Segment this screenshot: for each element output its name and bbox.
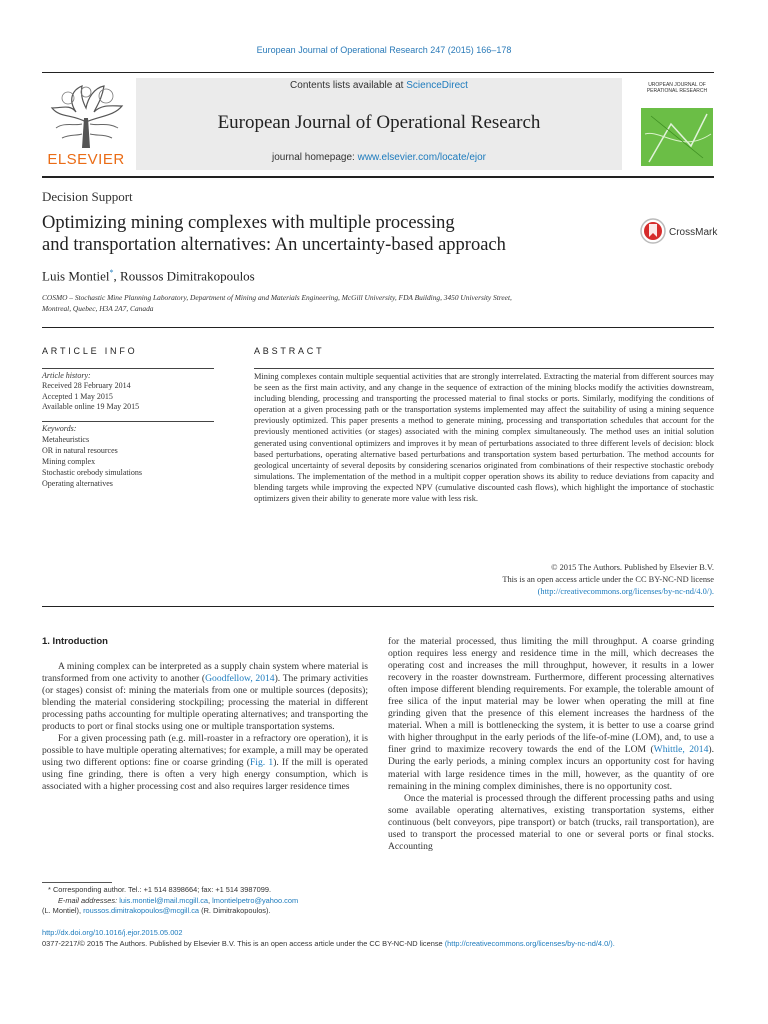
email-label: E-mail addresses:	[58, 895, 118, 905]
email-link[interactable]: roussos.dimitrakopoulos@mcgill.ca	[83, 906, 200, 916]
article-info-heading: ARTICLE INFO	[42, 346, 138, 356]
issn-line	[42, 939, 722, 950]
paper-title-line: Optimizing mining complexes with multiple processing	[42, 213, 455, 233]
doi-block	[42, 928, 722, 949]
affiliation-line: Montreal, Quebec, H3A 2A7, Canada	[42, 304, 154, 313]
elsevier-wordmark: ELSEVIER	[47, 151, 125, 168]
contents-prefix: Contents lists available at	[290, 80, 404, 91]
body-column-right	[388, 636, 714, 853]
keywords-list	[42, 434, 142, 489]
paragraph	[42, 661, 368, 733]
author-attribution: (R. Dimitrakopoulos).	[201, 906, 271, 916]
elsevier-tree-icon	[42, 78, 130, 150]
keyword-item: Mining complex	[42, 457, 96, 466]
crossmark-button[interactable]	[640, 218, 720, 248]
author-separator: ,	[113, 268, 121, 284]
email-line: E-mail addresses: luis.montiel@mail.mcgill.ca, lmontielpetro@yahoo.com	[58, 895, 299, 905]
abstract-rule	[254, 368, 714, 369]
history-list	[42, 381, 139, 413]
keyword-item: Metaheuristics	[42, 435, 90, 444]
history-label: Article history:	[42, 371, 91, 380]
email-link[interactable]: luis.montiel@mail.mcgill.ca	[119, 895, 209, 905]
history-item: Accepted 1 May 2015	[42, 391, 113, 401]
footnote-marker: *	[48, 885, 51, 894]
paragraph	[42, 733, 368, 793]
corresponding-text: Corresponding author. Tel.: +1 514 8398664; fax: +1 514 3987099.	[52, 885, 272, 894]
homepage-prefix: journal homepage:	[271, 152, 355, 163]
keyword-item: Operating alternatives	[42, 479, 113, 488]
copyright-block	[254, 562, 714, 598]
paragraph-text: for the material processed, thus limiting the mill throughput. A coarse grinding option requires less energy and residence time in the mill, which decreases the operating cost and increases the mill throughput, however, it results in a lower recovery in the roaster downstream. Furthermore, different processing alternatives often impose different blending requirements. For example, the tolerable amount of free silica of the input material may be lower when operating the mill at fine grinding given that the presence of this element increases the hardness of the material. When a mill is bottlenecking the system, it is better to use a coarse grind with higher throughput in the early periods of the life-of-mine (LOM), and, to use a finer grind to maximize recovery towards the end of the LOM (	[388, 636, 714, 756]
crossmark-label: CrossMark	[669, 227, 718, 238]
paragraph-text: For a given processing path (e.g. mill-roaster in a refractory ore operation), it is possible to have multiple operating alternatives; for example, a mill may be operated using two different options: fine or coarse grinding (	[42, 733, 368, 769]
paragraph	[388, 636, 714, 793]
email-link[interactable]: lmontielpetro@yahoo.com	[212, 895, 299, 905]
license-link[interactable]: (http://creativecommons.org/licenses/by-nc-nd/4.0/).	[444, 938, 615, 948]
journal-citation[interactable]: European Journal of Operational Research 247 (2015) 166–178	[256, 45, 512, 55]
paper-title-line: and transportation alternatives: An uncertainty-based approach	[42, 235, 506, 255]
keyword-item: OR in natural resources	[42, 446, 118, 455]
copyright-line: This is an open access article under the CC BY-NC-ND license	[502, 575, 714, 584]
reference-link[interactable]: Goodfellow, 2014	[205, 673, 275, 685]
introduction-heading: 1. Introduction	[42, 636, 108, 647]
paragraph-text: ). The primary activities (or stages) consist of: mining the materials from one or multiple sources (deposits); blending the material considering stockpiling; processing the material in different processing paths accounting for multiple operating alternatives; and transporting the products to port or final stocks using one or multiple transportation systems.	[42, 673, 368, 733]
abstract-bottom-rule	[42, 606, 714, 607]
sciencedirect-link[interactable]: ScienceDirect	[406, 80, 468, 91]
abstract-text: Mining complexes contain multiple sequential activities that are strongly interrelated. Extracting the material from different sources may be seen as the first main activity, and any change in the sequence of extraction of the mining blocks modify the activities downstream, including blending, processing and transporting the processed material to final stocks or ports. Similarly, modifying the conditions of operation at a given processing path or the transportation systems implemented may affect the suitability of using a mining sequence previously optimized. This paper presents a method to generate mining, processing and transportation schedules that account for the previously mentioned activities (or stages) associated with the mining complex simultaneously. The method uses an initial solution generated using conventional optimizers and improves it by mean of perturbations associated to three different levels of decision: block based perturbations, operating alternative based perturbations and transportation system based perturbation. The method accounts for geological uncertainty of several deposits by considering scenarios originated from combinations of their respective stochastic orebody simulations. The implementation of the method in a multipit copper operation shows its ability to reduce deviations from capacity and blending targets while improving the expected NPV (cumulative discounted cash flows), which highlight the importance of stochastic optimizers given their ability to generate more value with less risk.	[254, 372, 714, 504]
homepage-link[interactable]: www.elsevier.com/locate/ejor	[357, 152, 486, 163]
journal-title: European Journal of Operational Research	[217, 112, 541, 133]
author-list	[42, 268, 255, 284]
corresponding-marker[interactable]: *	[109, 268, 114, 277]
corresponding-note	[42, 885, 382, 896]
crossmark-icon	[640, 218, 666, 244]
cover-title: UROPEAN JOURNAL OF PERATIONAL RESEARCH	[646, 82, 708, 94]
issn-text: 0377-2217/© 2015 The Authors. Published by Elsevier B.V. This is an open access article under the CC BY-NC-ND license	[42, 938, 443, 948]
journal-cover-image[interactable]	[641, 74, 713, 166]
keywords-label: Keywords:	[42, 424, 77, 433]
email-line	[42, 906, 382, 917]
paragraph-text: ). During the early periods, a mining complex incurs an opportunity cost for having material with large residence times in the mill, however, as the quantity of ore remaining in the mining complex diminishes, there is no opportunity cost.	[388, 744, 714, 792]
section-label: Decision Support	[42, 189, 133, 204]
affiliation	[42, 292, 662, 314]
figure-link[interactable]: Fig. 1	[249, 757, 274, 769]
header-rule-bottom	[42, 176, 714, 178]
abstract-heading: ABSTRACT	[254, 346, 325, 356]
body-column-left	[42, 661, 368, 794]
cover-art-icon	[641, 74, 713, 166]
author-name[interactable]: Roussos Dimitrakopoulos	[120, 268, 255, 284]
author-name[interactable]: Luis Montiel	[42, 268, 110, 284]
paragraph: Once the material is processed through the different processing paths and using some available operating alternatives, existing transportation systems, either continuous (belt conveyors, pipe transport) or batch (trucks, rail transportation), are used to transport the processed material to one or several ports or final stocks. Accounting	[388, 792, 714, 852]
header-rule	[42, 72, 714, 73]
affiliation-line: COSMO – Stochastic Mine Planning Laboratory, Department of Mining and Materials Engineering, McGill University, FDA Building, 3450 University Street,	[42, 293, 512, 302]
history-item: Received 28 February 2014	[42, 381, 131, 390]
history-item: Available online 19 May 2015	[42, 402, 140, 412]
author-attribution: (L. Montiel),	[42, 906, 82, 916]
footnote	[42, 885, 382, 917]
paragraph-text: A mining complex can be interpreted as a supply chain system where material is transformed from one activity to another (	[42, 661, 368, 685]
section-rule	[42, 327, 714, 328]
keyword-item: Stochastic orebody simulations	[42, 468, 142, 477]
homepage-line	[136, 152, 622, 163]
contents-line	[136, 80, 622, 91]
paper-title	[42, 212, 602, 256]
elsevier-logo[interactable]	[42, 78, 130, 168]
copyright-line: © 2015 The Authors. Published by Elsevier B.V.	[551, 563, 714, 572]
doi-link[interactable]: http://dx.doi.org/10.1016/j.ejor.2015.05.002	[42, 928, 183, 937]
license-link[interactable]: (http://creativecommons.org/licenses/by-nc-nd/4.0/).	[537, 587, 714, 596]
article-info-rule	[42, 421, 214, 422]
footnote-rule	[42, 882, 112, 883]
paragraph-text: ). If the mill is operated using fine grinding, there is often a very high energy consumption, which is associated with a higher processing cost and also requires larger residence times	[42, 757, 368, 793]
reference-link[interactable]: Whittle, 2014	[653, 744, 709, 756]
article-info-rule	[42, 368, 214, 369]
